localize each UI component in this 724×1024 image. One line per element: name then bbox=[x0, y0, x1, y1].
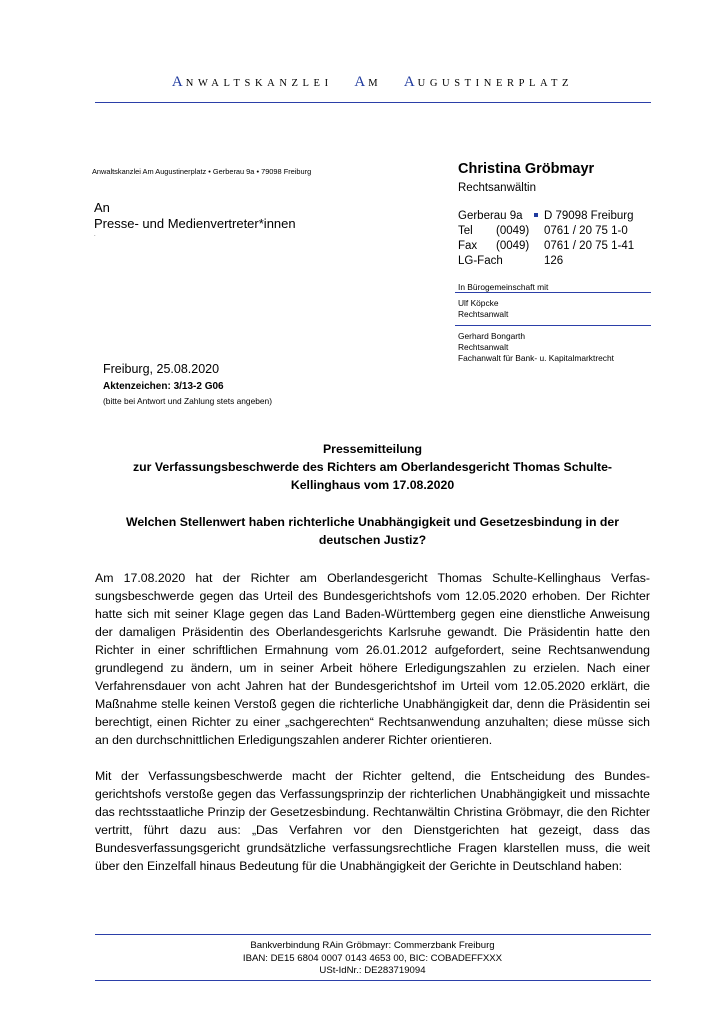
contact-label: LG-Fach bbox=[458, 255, 503, 267]
footer-rule bbox=[95, 934, 651, 935]
letterhead-word-3: AUGUSTINERPLATZ bbox=[403, 74, 574, 90]
lawyer-title: Rechtsanwältin bbox=[458, 182, 536, 194]
letter-date: Freiburg, 25.08.2020 bbox=[103, 362, 220, 376]
aktenzeichen-note: (bitte bei Antwort und Zahlung stets angeben) bbox=[103, 396, 273, 406]
recipient-block bbox=[94, 200, 296, 238]
heading-line: Welchen Stellenwert haben richterliche Unabhängigkeit und Gesetzesbindung in der bbox=[125, 515, 620, 529]
buerogemeinschaft-label: In Bürogemeinschaft mit bbox=[458, 282, 549, 292]
sender-line: Anwaltskanzlei Am Augustinerplatz • Gerberau 9a • 79098 Freiburg bbox=[92, 167, 312, 176]
partner-extra: Fachanwalt für Bank- u. Kapitalmarktrecht bbox=[458, 353, 614, 363]
partner-title: Rechtsanwalt bbox=[458, 342, 509, 352]
heading-line: zur Verfassungsbeschwerde des Richters am Oberlandesgericht Thomas Schulte- bbox=[132, 460, 613, 474]
recipient-line-2: Presse- und Medienvertreter*innen bbox=[94, 216, 296, 231]
partner-title: Rechtsanwalt bbox=[458, 309, 509, 319]
letterhead-rule bbox=[95, 102, 651, 103]
press-release-heading bbox=[95, 440, 650, 494]
contact-value: 0761 / 20 75 1-41 bbox=[544, 240, 635, 252]
body-paragraph-2 bbox=[95, 767, 650, 875]
recipient-marker: . bbox=[94, 232, 96, 238]
heading-line: Kellinghaus vom 17.08.2020 bbox=[290, 478, 455, 492]
letterhead-word-2: AM bbox=[354, 74, 383, 90]
partner-name: Gerhard Bongarth bbox=[458, 331, 526, 341]
contact-label: Fax bbox=[458, 240, 478, 252]
partner-name: Ulf Köpcke bbox=[458, 298, 499, 308]
heading-line: deutschen Justiz? bbox=[318, 533, 427, 547]
recipient-line-1: An bbox=[94, 200, 110, 215]
letterhead bbox=[95, 74, 650, 91]
footer-ustid: USt-IdNr.: DE283719094 bbox=[319, 965, 426, 976]
contact-prefix: (0049) bbox=[496, 240, 530, 252]
lawyer-name: Christina Gröbmayr bbox=[458, 161, 595, 177]
footer bbox=[95, 940, 650, 978]
partner-divider bbox=[455, 325, 651, 326]
partner-1 bbox=[458, 298, 508, 320]
contact-label: Tel bbox=[458, 225, 473, 237]
bullet-icon bbox=[534, 213, 538, 217]
contact-value: D 79098 Freiburg bbox=[544, 210, 634, 222]
contact-value: 0761 / 20 75 1-0 bbox=[544, 225, 628, 237]
partner-divider bbox=[455, 292, 651, 293]
body-paragraph-1 bbox=[95, 569, 650, 749]
contact-value: 126 bbox=[544, 255, 564, 267]
footer-iban: IBAN: DE15 6804 0007 0143 4653 00, BIC: COBADEFFXXX bbox=[242, 952, 503, 964]
paragraph-text: Am 17.08.2020 hat der Richter am Oberlandesgericht Thomas Schulte-Kellinghaus Verfassungsbeschwerde gegen das Urteil des Bundesgerichtshofs vom 12.05.2020 erhoben. Der Richter hatte sich mit seiner Klage gegen das Land Baden-Württemberg gegen eine dienstliche Anweisung der damaligen Präsidentin des Oberlandesgerichts Karlsruhe gewandt. Die Präsidentin hatte den Richter in einer schriftlichen Ermahnung vom 26.01.2012 aufgefordert, seine Rechtsanwendung grundlegend zu ändern, um in seiner Arbeit höhere Erledigungszahlen zu erzielen. Nach einer Verfahrensdauer von acht Jahren hat der Bundesgerichtshof im Urteil vom 12.05.2020 erklärt, die Maßnahme stelle keinen Verstoß gegen die richterliche Unabhängigkeit dar, denn die Präsidentin sei berechtigt, einen Richter zu einer „sachgerechten“ Rechtsanwendung anzuhalten; diese müsse sich an den durchschnittlichen Erledigungszahlen anderer Richter orientieren. bbox=[95, 571, 650, 747]
aktenzeichen: Aktenzeichen: 3/13-2 G06 bbox=[103, 381, 224, 392]
contact-prefix: (0049) bbox=[496, 225, 530, 237]
paragraph-text: Mit der Verfassungsbeschwerde macht der Richter geltend, die Entscheidung des Bundesgerichtshofs verstoße gegen das Verfassungsprinzip der richterlichen Unabhängigkeit und missachte das rechtsstaatliche Prinzip der Gesetzesbindung. Rechtanwältin Christina Gröbmayr, die den Richter vertritt, führt dazu aus: „Das Verfahren vor den Dienstgerichten hat gezeigt, dass das Bundesverfassungsgericht grundsätzliche verfassungsrechtliche Fragen klarstellen muss, die weit über den Einzelfall hinaus Bedeutung für die Unabhängigkeit der Gerichte in Deutschland haben: bbox=[95, 769, 650, 873]
contact-label: Gerberau 9a bbox=[458, 210, 523, 222]
footer-bank: Bankverbindung RAin Gröbmayr: Commerzbank Freiburg bbox=[250, 940, 495, 951]
letterhead-word-1: ANWALTSKANZLEI bbox=[171, 74, 333, 90]
partner-2 bbox=[458, 331, 614, 364]
footer-bottom-rule bbox=[95, 980, 651, 981]
question-heading bbox=[95, 513, 650, 549]
heading-line: Pressemitteilung bbox=[322, 442, 423, 456]
